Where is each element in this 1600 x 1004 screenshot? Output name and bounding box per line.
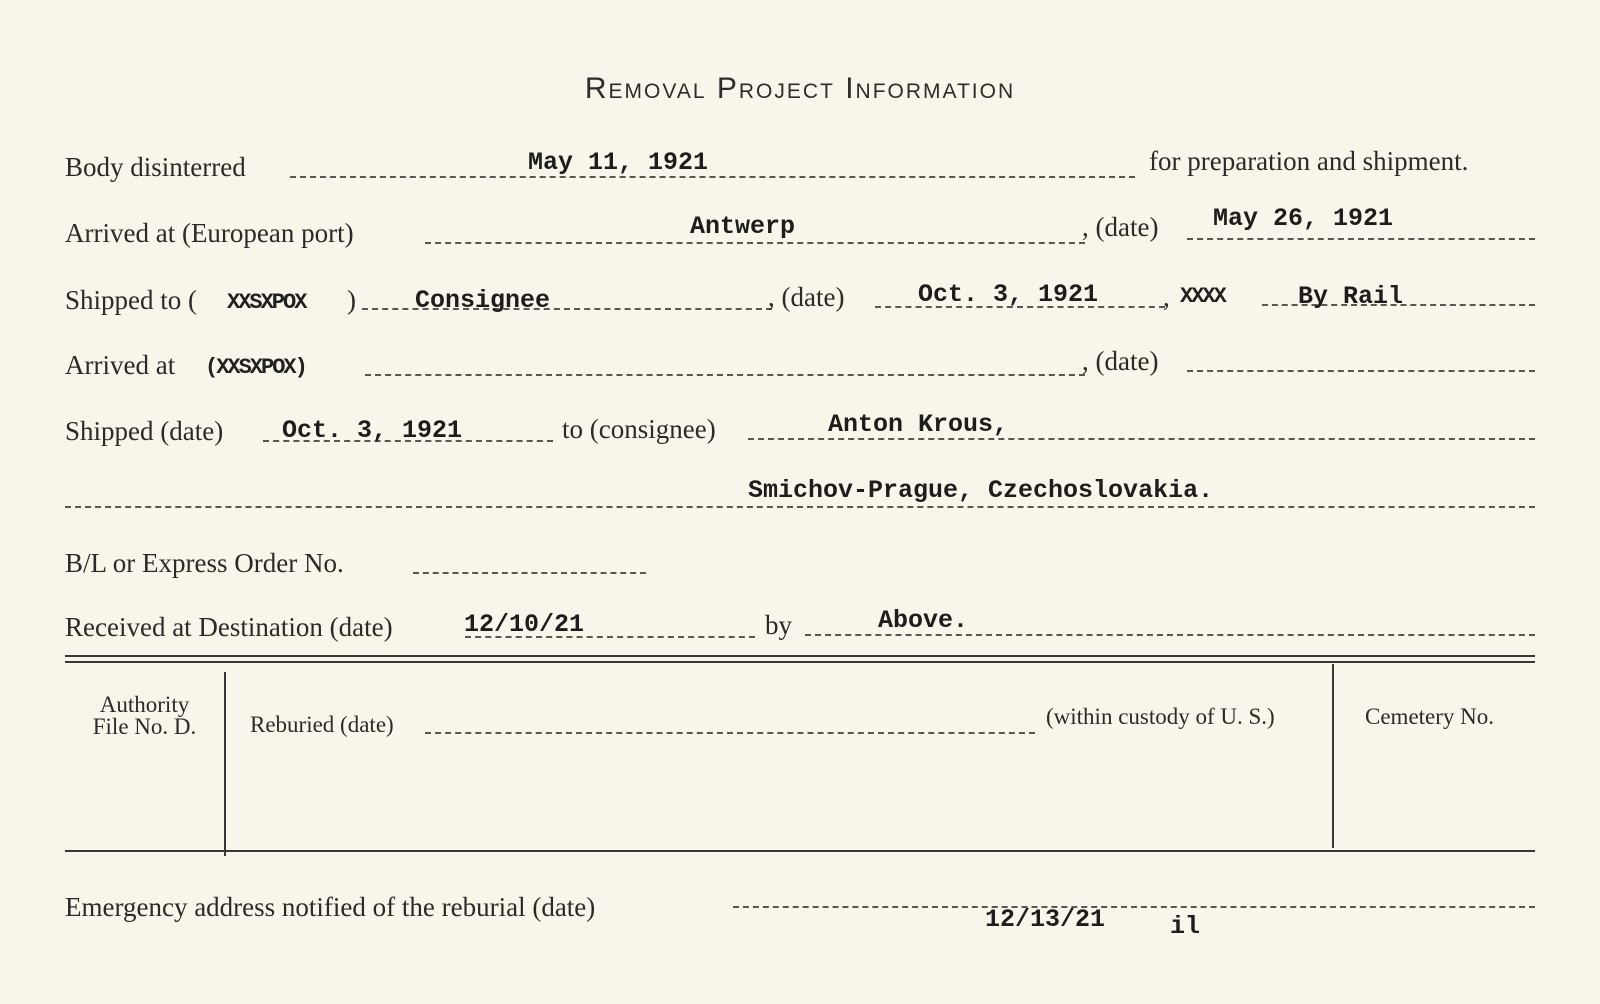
arrived-port-value: Antwerp: [690, 212, 796, 241]
address-value: Smichov-Prague, Czechoslovakia.: [748, 476, 1214, 505]
consignee-value: Anton Krous,: [828, 410, 1009, 439]
bl-order-line: [413, 572, 646, 574]
received-value: 12/10/21: [464, 610, 585, 639]
shipped-to-struck-text: XXSXPOX: [227, 290, 306, 315]
bl-order-label: B/L or Express Order No.: [65, 548, 344, 578]
arrived-at-line: [365, 374, 1085, 376]
body-disinterred-label: Body disinterred: [65, 152, 246, 182]
authority-label-1: Authority: [99, 692, 190, 717]
box-top-rule-2: [65, 661, 1535, 663]
arrived-at-date-line: [1187, 370, 1535, 372]
box-divider-left: [224, 672, 226, 856]
body-disinterred-value: May 11, 1921: [528, 148, 709, 177]
arrived-port-date-value: May 26, 1921: [1213, 204, 1394, 233]
shipped-to-date-label: , (date): [768, 282, 845, 312]
address-line: [65, 506, 1535, 508]
cemetery-label: Cemetery No.: [1365, 704, 1495, 729]
shipped-date-label: Shipped (date): [65, 416, 224, 446]
authority-label-2: File No. D.: [92, 714, 197, 739]
shipped-via-value: By Rail: [1298, 282, 1404, 311]
box-bottom-rule: [65, 850, 1535, 852]
body-disinterred-line: [290, 176, 1135, 178]
arrived-port-label: Arrived at (European port): [65, 218, 354, 248]
arrived-port-date-label: , (date): [1082, 212, 1159, 242]
emergency-initials: il: [1170, 912, 1201, 941]
shipped-via-struck-text: XXXX: [1180, 284, 1225, 309]
reburied-label: Reburied (date): [250, 712, 394, 737]
received-label: Received at Destination (date): [65, 612, 393, 642]
emergency-value: 12/13/21: [985, 905, 1106, 934]
body-disinterred-suffix: for preparation and shipment.: [1149, 146, 1469, 176]
form-title: Removal Project Information: [584, 72, 1016, 105]
shipped-to-comma: ,: [1163, 282, 1170, 312]
emergency-label: Emergency address notified of the reburial (date): [65, 892, 596, 922]
reburied-line: [425, 732, 1035, 734]
shipped-to-label-post: ): [347, 285, 356, 315]
arrived-at-date-label: , (date): [1082, 346, 1159, 376]
box-divider-right: [1332, 664, 1334, 848]
consignee-label: to (consignee): [562, 414, 716, 444]
box-top-rule-1: [65, 655, 1535, 657]
custody-label: (within custody of U. S.): [1046, 704, 1275, 729]
emergency-line: [733, 906, 1535, 908]
shipped-to-date-value: Oct. 3, 1921: [918, 280, 1099, 309]
arrived-port-date-line: [1187, 238, 1535, 240]
shipped-date-value: Oct. 3, 1921: [282, 416, 463, 445]
received-by-label: by: [765, 610, 792, 640]
arrived-at-label-pre: Arrived at: [65, 350, 176, 380]
shipped-to-label-pre: Shipped to (: [65, 285, 197, 315]
arrived-port-line: [425, 242, 1085, 244]
shipped-to-value: Consignee: [415, 286, 551, 315]
received-by-value: Above.: [878, 606, 969, 635]
arrived-at-struck-text: (XXSXPOX): [205, 355, 306, 380]
